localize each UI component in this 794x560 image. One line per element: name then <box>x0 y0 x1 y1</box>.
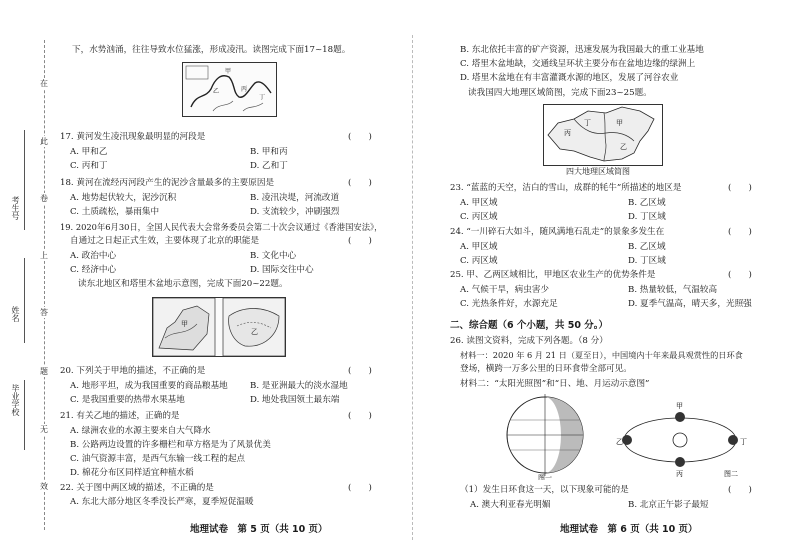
q18-stem: 18. 黄河在流经丙河段产生的泥沙含量最多的主要原因是 <box>60 178 275 188</box>
illumination-diagram <box>507 394 583 480</box>
map3-label-bing: 丙 <box>564 129 571 137</box>
q19-stem: 19. 2020年6月30日，全国人民代表大会常务委员会第二十次会议通过《香港国安法》， <box>60 222 383 232</box>
q20-option-c[interactable]: C. 是我国重要的热带水果基地 <box>70 395 185 405</box>
q24-stem: 24. “一川碎石大如斗，随风满地石乱走”的景象多发生在 <box>450 227 665 237</box>
seal-char: 卷 <box>40 194 48 203</box>
q23-option-d[interactable]: D. 丁区域 <box>628 212 666 222</box>
q24-option-d[interactable]: D. 丁区域 <box>628 256 666 266</box>
map3-label-yi: 乙 <box>620 143 627 151</box>
q20-paren[interactable]: ( ) <box>348 366 372 376</box>
q22-stem: 22. 关于图中两区域的描述，不正确的是 <box>60 483 214 493</box>
map3-label-jia: 甲 <box>616 119 623 127</box>
intro-20-22: 读东北地区和塔里木盆地示意图，完成下面20~22题。 <box>78 279 288 289</box>
q23-stem: 23. “蓝蓝的天空，洁白的雪山，成群的牦牛”所描述的地区是 <box>450 183 682 193</box>
q22-paren[interactable]: ( ) <box>348 483 372 493</box>
q22-option-c[interactable]: C. 塔里木盆地缺，交通线呈环状主要分布在盆地边缘的绿洲上 <box>460 59 696 69</box>
q17-option-b[interactable]: B. 甲和丙 <box>250 147 288 157</box>
map2-label-jia: 甲 <box>181 320 188 328</box>
section-2-title: 二、综合题（6 个小题，共 50 分。） <box>450 320 609 331</box>
exam-no-label: 考生号 <box>11 196 20 220</box>
q18-option-a[interactable]: A. 地势起伏较大，泥沙沉积 <box>70 193 177 203</box>
map1-label-c: 丙 <box>241 86 248 93</box>
q18-option-c[interactable]: C. 土质疏松，暴雨集中 <box>70 207 160 217</box>
seal-char: 上 <box>40 251 48 260</box>
china-regions-map <box>543 104 663 166</box>
q17-stem: 17. 黄河发生凌汛现象最明显的河段是 <box>60 132 206 142</box>
seal-char: 效 <box>40 482 48 491</box>
fig-cap-1: 图一 <box>538 474 552 480</box>
exam-no-line[interactable] <box>24 130 25 230</box>
northeast-tarim-map <box>152 297 286 357</box>
q22-option-a[interactable]: A. 东北大部分地区冬季没长严寒，夏季短促温暖 <box>70 497 254 507</box>
fig-label-yi: 乙 <box>616 438 623 446</box>
q23-paren[interactable]: ( ) <box>728 183 752 193</box>
seal-char: 在 <box>40 79 48 88</box>
seal-char: 无 <box>40 425 48 434</box>
q18-option-d[interactable]: D. 支流较少，冲刷强烈 <box>250 207 340 217</box>
page-divider <box>412 35 413 540</box>
q25-paren[interactable]: ( ) <box>728 270 752 280</box>
china-regions-svg <box>544 105 662 165</box>
material-1-cont: 登场，横跨一万多公里的日环食带全部可见。 <box>460 364 632 374</box>
material-1: 材料一：2020 年 6 月 21 日（夏至日），中国境内十年来最具观赏性的日环食 <box>460 350 743 360</box>
q24-option-c[interactable]: C. 丙区域 <box>460 256 498 266</box>
northeast-tarim-svg <box>153 298 285 356</box>
q21-option-c[interactable]: C. 油气资源丰富，是西气东输一线工程的起点 <box>70 454 246 464</box>
seal-dashed-line <box>44 40 45 530</box>
material-2: 材料二：“太阳光照图”和“日、地、月运动示意图” <box>460 379 650 389</box>
q18-option-b[interactable]: B. 凌汛决堤，河流改道 <box>250 193 340 203</box>
q25-option-d[interactable]: D. 夏季气温高，晴天多，光照强 <box>628 299 752 309</box>
q17-option-c[interactable]: C. 丙和丁 <box>70 161 108 171</box>
school-line[interactable] <box>24 380 25 450</box>
q21-paren[interactable]: ( ) <box>348 411 372 421</box>
fig-label-ding: 丁 <box>740 438 747 446</box>
q19-option-c[interactable]: C. 经济中心 <box>70 265 117 275</box>
q19-option-d[interactable]: D. 国际交往中心 <box>250 265 314 275</box>
seal-line <box>0 0 48 560</box>
q20-option-b[interactable]: B. 是亚洲最大的淡水湿地 <box>250 381 348 391</box>
q19-paren[interactable]: ( ) <box>348 236 372 246</box>
intro-23-25: 读我国四大地理区域简图，完成下面23~25题。 <box>468 88 652 98</box>
map1-label-a: 甲 <box>225 68 232 75</box>
map1-label-b: 乙 <box>213 88 220 95</box>
q21-option-d[interactable]: D. 棉花分布区同样适宜种植水稻 <box>70 468 194 478</box>
q26-1-paren[interactable]: ( ) <box>728 485 752 495</box>
q24-option-b[interactable]: B. 乙区域 <box>628 242 666 252</box>
q19-option-a[interactable]: A. 政治中心 <box>70 251 117 261</box>
q19-option-b[interactable]: B. 文化中心 <box>250 251 297 261</box>
fig-label-bing: 丙 <box>676 470 683 478</box>
q26-1-option-b[interactable]: B. 北京正午影子最短 <box>628 500 709 510</box>
q26-stem: 26. 读图文资料，完成下列各题。（8 分） <box>450 336 608 346</box>
map2-label-yi: 乙 <box>251 328 258 336</box>
q17-option-a[interactable]: A. 甲和乙 <box>70 147 108 157</box>
q24-option-a[interactable]: A. 甲区域 <box>460 242 498 252</box>
q23-option-b[interactable]: B. 乙区域 <box>628 198 666 208</box>
fig-cap-2: 图二 <box>724 470 738 478</box>
q23-option-c[interactable]: C. 丙区域 <box>460 212 498 222</box>
q24-paren[interactable]: ( ) <box>728 227 752 237</box>
q19-stem-2: 自通过之日起正式生效，主要体现了北京的职能是 <box>70 236 260 246</box>
yellow-river-map <box>182 62 277 117</box>
orbit-diagram <box>616 402 747 478</box>
q17-paren[interactable]: ( ) <box>348 132 372 142</box>
q18-paren[interactable]: ( ) <box>348 178 372 188</box>
right-page <box>450 0 785 560</box>
q26-1-option-a[interactable]: A. 澳大利亚春光明媚 <box>470 500 551 510</box>
q20-option-a[interactable]: A. 地形平坦，成为我国重要的商品粮基地 <box>70 381 228 391</box>
map3-caption: 四大地理区域简图 <box>566 167 630 176</box>
q25-option-c[interactable]: C. 光热条件好，水源充足 <box>460 299 558 309</box>
intro-17-18: 下，水势汹涌，往往导致水位猛涨，形成凌汛。读图完成下面17~18题。 <box>72 45 351 55</box>
map1-label-d: 丁 <box>259 94 266 101</box>
q22-option-d[interactable]: D. 塔里木盆地在有丰富灌溉水源的地区，发展了河谷农业 <box>460 73 679 83</box>
seal-char: 题 <box>40 367 48 376</box>
name-line[interactable] <box>24 258 25 343</box>
q22-option-b[interactable]: B. 东北依托丰富的矿产资源，迅速发展为我国最大的重工业基地 <box>460 45 704 55</box>
q25-option-a[interactable]: A. 气候干旱，病虫害少 <box>460 285 550 295</box>
school-label: 毕业学校 <box>11 384 20 416</box>
q20-stem: 20. 下列关于甲地的描述，不正确的是 <box>60 366 206 376</box>
q20-option-d[interactable]: D. 地处我国领土最东端 <box>250 395 340 405</box>
q25-stem: 25. 甲、乙两区域相比，甲地区农业生产的优势条件是 <box>450 270 656 280</box>
left-footer: 地理试卷 第 5 页（共 10 页） <box>190 524 328 535</box>
seal-char: 答 <box>40 308 48 317</box>
q26-1-stem: （1）发生日环食这一天，以下现象可能的是 <box>460 485 629 495</box>
seal-char: 此 <box>40 137 48 146</box>
yellow-river-svg <box>183 63 276 116</box>
map3-label-ding: 丁 <box>584 119 591 127</box>
name-label: 姓名 <box>11 306 20 322</box>
fig-label-jia: 甲 <box>676 402 683 410</box>
q17-option-d[interactable]: D. 乙和丁 <box>250 161 288 171</box>
right-footer: 地理试卷 第 6 页（共 10 页） <box>560 524 698 535</box>
q21-option-a[interactable]: A. 绿洲农业的水源主要来自大气降水 <box>70 426 211 436</box>
q21-stem: 21. 有关乙地的描述，正确的是 <box>60 411 180 421</box>
sun-earth-moon-figure <box>500 390 750 480</box>
q25-option-b[interactable]: B. 热量较低，气温较高 <box>628 285 718 295</box>
left-page <box>60 0 405 560</box>
q23-option-a[interactable]: A. 甲区域 <box>460 198 498 208</box>
q21-option-b[interactable]: B. 公路两边设置的许多栅栏和草方格是为了风景优美 <box>70 440 271 450</box>
